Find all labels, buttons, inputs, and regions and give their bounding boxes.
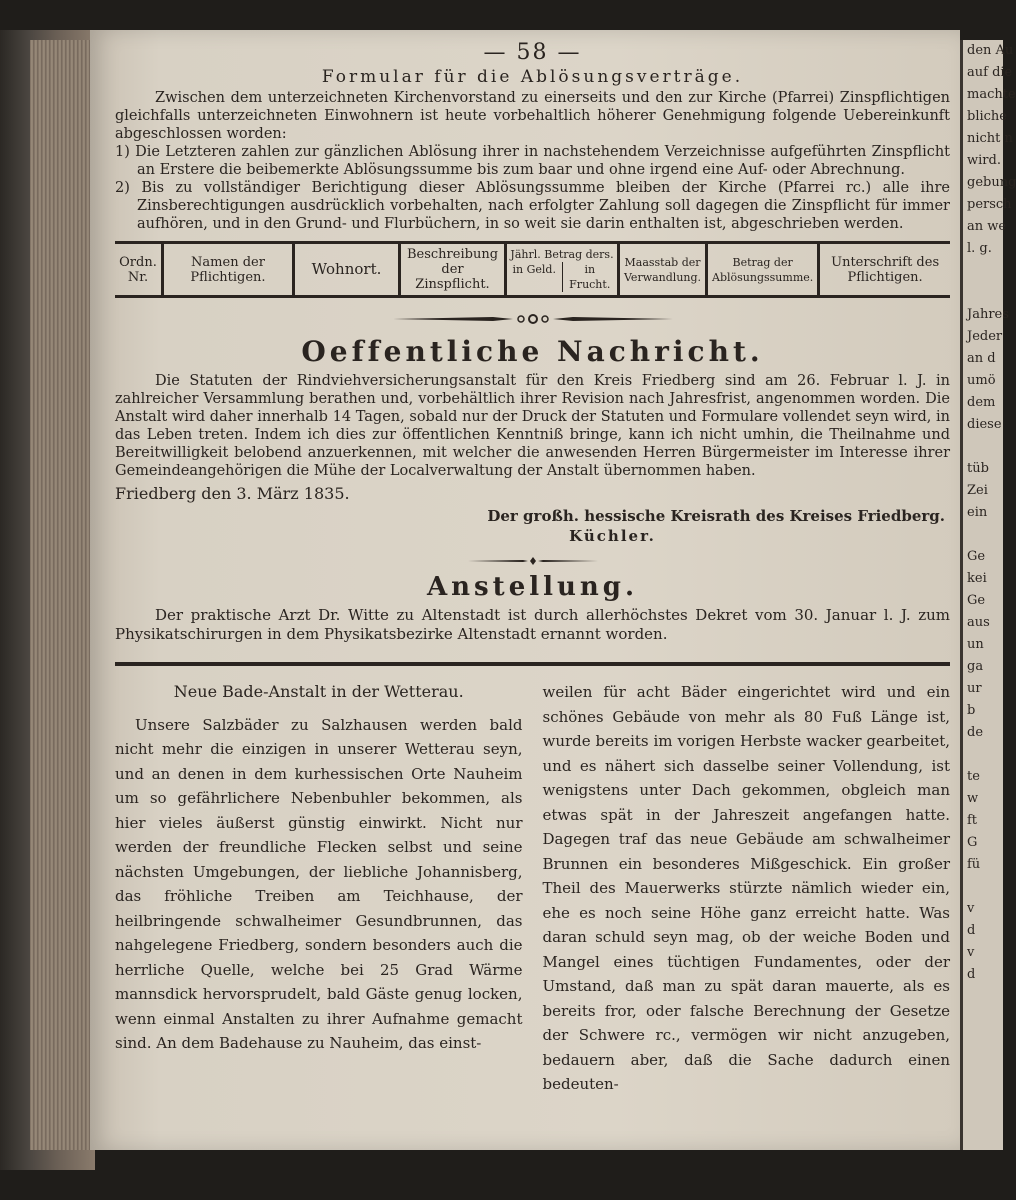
right-page-fragment: l. g. bbox=[967, 241, 992, 256]
right-page-fragment: tüb bbox=[967, 461, 989, 476]
formular-item-1: 1) Die Letzteren zahlen zur gänzlichen Ablösung ihrer in nachstehendem Verzeichnisse aufgeführten Zinspflicht an Erstere die beibemerkte Ablösungssumme bis zum baar und ohne irgend eine Auf- oder Abrechnung. bbox=[115, 144, 950, 178]
right-page-fragment: b bbox=[967, 703, 976, 718]
right-page-fragment: machte bbox=[967, 87, 1016, 102]
right-page-fragment: fü bbox=[967, 857, 981, 872]
right-page-fragment: Ge bbox=[967, 593, 986, 608]
right-page-fragment: bliche bbox=[967, 109, 1007, 124]
right-page-fragment: diese bbox=[967, 417, 1002, 432]
right-page-fragment: kei bbox=[967, 571, 987, 586]
article-col1-text: Unsere Salzbäder zu Salzhausen werden bald nicht mehr die einzigen in unserer Wetterau seyn, und an denen in dem kurhessischen Orte Nauheim um so gefährlichere Nebenbuhler bekommen, als hier vieles äußerst günstig einwirkt. Nicht nur werden der freundliche Flecken selbst und seine nächsten Umgebungen, der liebliche Johannisberg, das fröhliche Treiben am Teichhause, der heilbringende schwalheimer Gesundbrunnen, das nahgelegene Friedberg, sondern besonders auch die herrliche Quelle, welche bei 25 Grad Wärme mannsdick hervorsprudelt, bald Gäste genug locken, wenn einmal Anstalten zu ihrer Aufnahme gemacht sind. An dem Badehause zu Nauheim, das einst- bbox=[115, 715, 523, 1052]
betrag-top-label: Jährl. Betrag ders. bbox=[510, 248, 614, 261]
anstellung-title: Anstellung. bbox=[426, 572, 639, 602]
right-page-fragment: Jahres bbox=[967, 307, 1009, 322]
nachricht-place-date: Friedberg den 3. März 1835. bbox=[115, 484, 350, 503]
right-page-fragment bbox=[963, 282, 1003, 304]
col-ordn: Ordn. Nr. bbox=[115, 244, 163, 295]
article-column-2 bbox=[543, 680, 951, 1097]
right-page-fragment: G bbox=[967, 835, 978, 850]
right-page-fragment: w bbox=[967, 791, 979, 806]
article-col2-text: weilen für acht Bäder eingerichtet wird und ein schönes Gebäude von mehr als 80 Fuß Länge ist, wurde bereits im vorigen Herbste wacker gearbeitet, und es nähert sich dasselbe seiner Vollendung, ist wenigstens unter Dach gekommen, obgleich man etwas spät in der Jahreszeit angefangen hatte. Dagegen traf das neue Gebäude am schwalheimer Brunnen ein besonderes Mißgeschick. Ein großer Theil des Mauerwerks stürzte nämlich wieder ein, ehe es noch seine Höhe ganz erreicht hatte. Was daran schuld seyn mag, ob der weiche Boden und Mangel eines tüchtigen Fundamentes, oder der Umstand, daß man zu spät daran mauerte, als es bereits fror, oder falsche Berechnung der Gesetze der Schwere rc., vermögen wir nicht anzugeben, bedauern aber, daß die Sache dadurch einen bedeuten- bbox=[542, 683, 950, 1093]
right-page-fragment: umö bbox=[967, 373, 996, 388]
page-content bbox=[115, 40, 950, 1097]
right-page-fragment: ur bbox=[967, 681, 982, 696]
right-page-fragment: ein bbox=[967, 505, 988, 520]
right-page-fragment: nicht n bbox=[967, 131, 1013, 146]
right-page-fragment: te bbox=[967, 769, 980, 784]
col-maassstab: Maasstab der Verwandlung. bbox=[619, 244, 707, 295]
page-edges bbox=[30, 40, 90, 1150]
right-page-fragment: d bbox=[967, 967, 976, 982]
right-page-fragment: wird. bbox=[967, 153, 1001, 168]
table-bottom-rule bbox=[115, 295, 950, 298]
nachricht-name: Küchler. bbox=[569, 527, 656, 545]
anstellung-body: Der praktische Arzt Dr. Witte zu Altenstadt ist durch allerhöchstes Dekret vom 30. Januar l. J. zum Physikatschirurgen in dem Physikatsbezirke Altenstadt ernannt worden. bbox=[115, 606, 950, 643]
nachricht-signature: Der großh. hessische Kreisrath des Kreises Friedberg. bbox=[487, 507, 945, 525]
right-page-fragment: v bbox=[967, 945, 975, 960]
section-separator bbox=[115, 662, 950, 666]
right-page-fragment: auf die bbox=[967, 65, 1013, 80]
right-page-fragment: v bbox=[967, 901, 975, 916]
ornament-small bbox=[115, 551, 950, 570]
formular-title: Formular für die Ablösungsverträge. bbox=[321, 67, 744, 87]
right-page-fragment: de bbox=[967, 725, 984, 740]
right-page-fragment bbox=[963, 260, 1003, 282]
adjacent-page bbox=[960, 40, 1016, 1150]
in-frucht-label: in Frucht. bbox=[569, 263, 611, 291]
right-page-fragment: an d bbox=[967, 351, 996, 366]
right-page-fragment: d bbox=[967, 923, 976, 938]
form-table-header bbox=[115, 244, 950, 295]
right-page-fragment: dem bbox=[967, 395, 996, 410]
right-page-fragment: persch bbox=[967, 197, 1012, 212]
article-columns bbox=[115, 680, 950, 1097]
col-betrag-abl: Betrag der Ablösungssumme. bbox=[707, 244, 819, 295]
right-page-fragment: gebung bbox=[967, 175, 1016, 190]
right-page-fragment: Jeder bbox=[967, 329, 1003, 344]
right-page-fragment bbox=[963, 524, 1003, 546]
right-page-fragment bbox=[963, 436, 1003, 458]
nachricht-title: Oeffentliche Nachricht. bbox=[301, 335, 764, 368]
col-unterschrift: Unterschrift des Pflichtigen. bbox=[831, 254, 940, 285]
in-geld-label: in Geld. bbox=[507, 262, 563, 292]
right-page-fragment: ga bbox=[967, 659, 984, 674]
right-page-fragment: aus bbox=[967, 615, 990, 630]
right-page-fragment: Ge bbox=[967, 549, 986, 564]
nachricht-body: Die Statuten der Rindviehversicherungsanstalt für den Kreis Friedberg sind am 26. Februar l. J. in zahlreicher Versammlung berathen und, vorbehältlich ihrer Revision nach Jahresfrist, angenommen worden. Die Anstalt wird daher innerhalb 14 Tagen, sobald nur der Druck der Statuten und Formulare vollendet seyn wird, in das Leben treten. Indem ich dies zur öffentlichen Kenntniß bringe, kann ich nicht umhin, die Theilnahme und Bereitwilligkeit belobend anzuerkennen, mit welcher die anwesenden Herren Bürgermeister im Interesse ihrer Gemeindeangehörigen die Mühe der Localverwaltung der Anstalt übernommen haben. bbox=[115, 373, 950, 479]
right-page-fragment bbox=[963, 876, 1003, 898]
right-page-fragment bbox=[963, 744, 1003, 766]
right-page-fragment: ft bbox=[967, 813, 978, 828]
col-wohnort: Wohnort. bbox=[294, 244, 400, 295]
right-page-fragment: Zei bbox=[967, 483, 988, 498]
right-page-fragment: un bbox=[967, 637, 984, 652]
formular-item-2: 2) Bis zu vollständiger Berichtigung dieser Ablösungssumme bleiben der Kirche (Pfarrei rc.) alle ihre Zinsberechtigungen ausdrücklich vorbehalten, nach erfolgter Zahlung soll dagegen die Zinspflicht für immer aufhören, und in den Grund- und Flurbüchern, in so weit sie darin enthalten ist, abgeschrieben werden. bbox=[115, 180, 950, 232]
right-page-fragment: den Au bbox=[967, 43, 1014, 58]
col-beschreibung: Beschreibung der Zinspflicht. bbox=[400, 244, 506, 295]
article-title: Neue Bade-Anstalt in der Wetterau. bbox=[173, 682, 464, 701]
col-namen: Namen der Pflichtigen. bbox=[163, 244, 294, 295]
article-column-1 bbox=[115, 680, 523, 1097]
page-number: — 58 — bbox=[483, 40, 582, 65]
ornament-divider bbox=[115, 310, 950, 329]
col-betrag bbox=[506, 244, 619, 295]
right-page-fragment: an we bbox=[967, 219, 1007, 234]
formular-intro: Zwischen dem unterzeichneten Kirchenvorstand zu einerseits und den zur Kirche (Pfarrei) Zinspflichtigen gleichfalls unterzeichneten Einwohnern ist heute vorbehaltlich höherer Genehmigung folgende Uebereinkunft abgeschlossen worden: bbox=[115, 90, 950, 142]
